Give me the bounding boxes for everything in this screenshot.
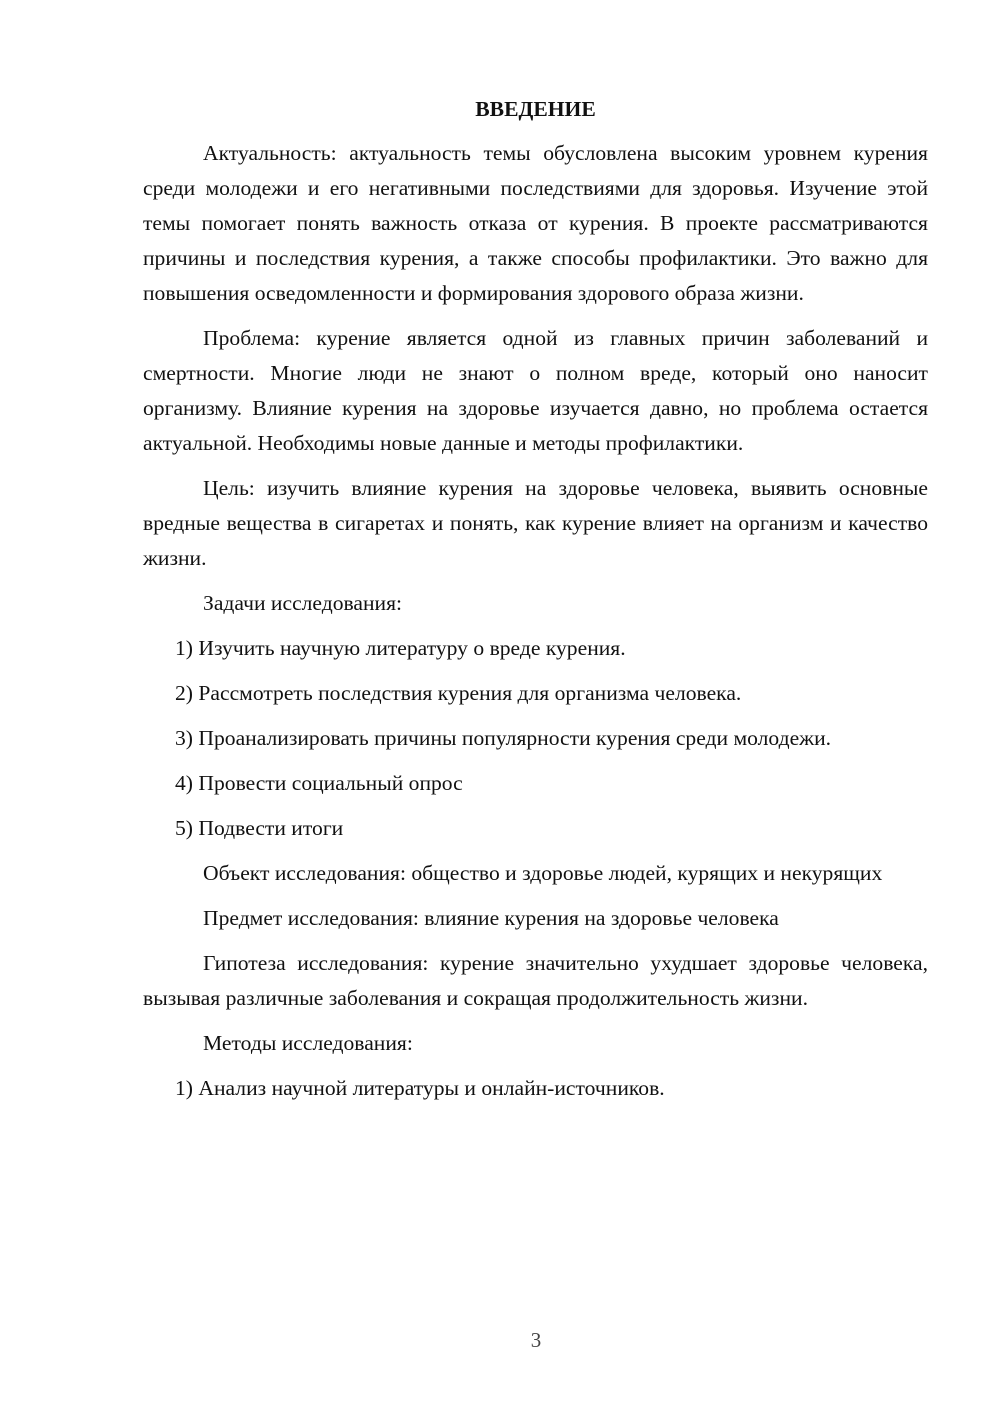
task-item-3: 3) Проанализировать причины популярности курения среди молодежи. [175,726,832,750]
task-item-4: 4) Провести социальный опрос [175,771,463,795]
method-item-1: 1) Анализ научной литературы и онлайн-источников. [175,1076,665,1100]
page-number: 3 [530,1328,542,1352]
methods-heading: Методы исследования: [203,1031,413,1055]
problem-paragraph: Проблема: курение является одной из главных причин заболеваний и смертности. Многие люди не знают о полном вреде, который оно наносит организму. Влияние курения на здоровье изучается давно, но проблема остается актуальной. Необходимы новые данные и методы профилактики. [143,326,928,455]
relevance-paragraph: Актуальность: актуальность темы обусловлена высоким уровнем курения среди молодежи и его негативными последствиями для здоровья. Изучение этой темы помогает понять важность отказа от курения. В проекте рассматриваются причины и последствия курения, а также способы профилактики. Это важно для повышения осведомленности и формирования здорового образа жизни. [143,141,928,305]
task-item-2: 2) Рассмотреть последствия курения для организма человека. [175,681,742,705]
page-content [143,90,928,1116]
task-item-5: 5) Подвести итоги [175,816,344,840]
hypothesis-paragraph: Гипотеза исследования: курение значительно ухудшает здоровье человека, вызывая различные заболевания и сокращая продолжительность жизни. [143,951,928,1010]
task-item-1: 1) Изучить научную литературу о вреде курения. [175,636,626,660]
section-title: ВВЕДЕНИЕ [475,97,596,121]
tasks-heading: Задачи исследования: [203,591,403,615]
object-paragraph: Объект исследования: общество и здоровье людей, курящих и некурящих [203,861,883,885]
goal-paragraph: Цель: изучить влияние курения на здоровье человека, выявить основные вредные вещества в сигаретах и понять, как курение влияет на организм и качество жизни. [143,476,928,570]
subject-paragraph: Предмет исследования: влияние курения на здоровье человека [203,906,779,930]
